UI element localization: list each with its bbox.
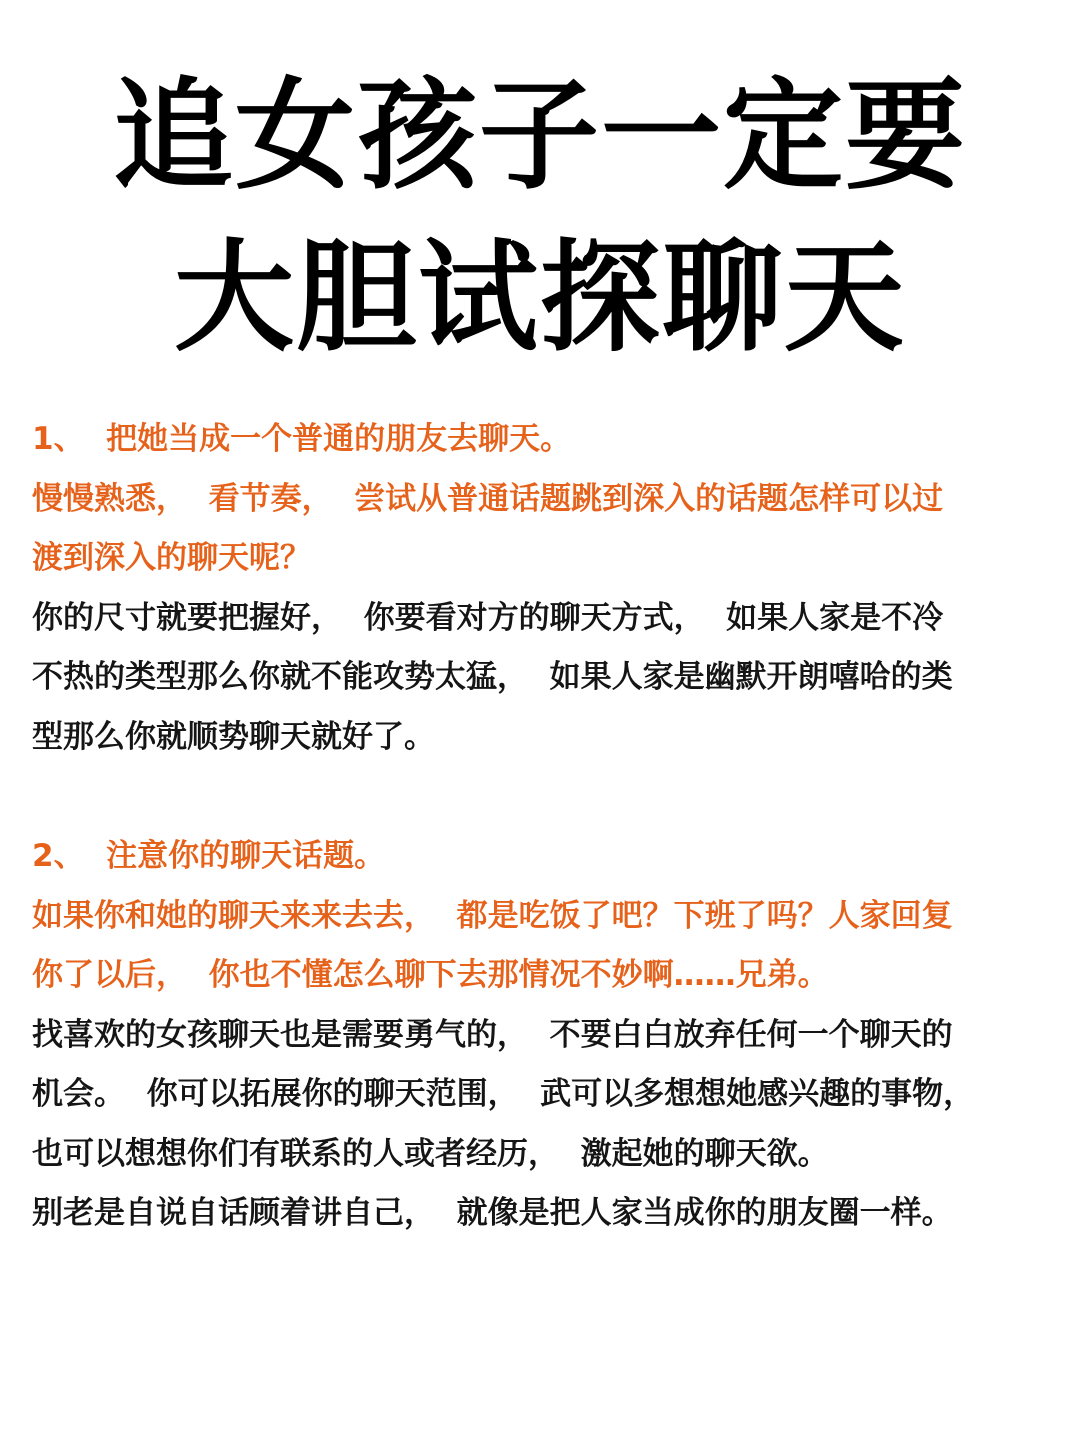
section-2-highlight-line: 你了以后， 你也不懂怎么聊下去那情况不妙啊……兄弟。 <box>32 957 829 993</box>
section-2-body-line: 别老是自说自话顾着讲自己， 就像是把人家当成你的朋友圈一样。 <box>32 1195 953 1231</box>
section-1-highlight-line: 慢慢熟悉， 看节奏， 尝试从普通话题跳到深入的话题怎样可以过 <box>32 480 944 517</box>
section-2-body-line: 也可以想想你们有联系的人或者经历， 激起她的聊天欲。 <box>32 1135 829 1172</box>
section-2-heading: 2、 注意你的聊天话题。 <box>32 838 386 874</box>
section-2-body-line: 机会。 你可以拓展你的聊天范围， 武可以多想想她感兴趣的事物， <box>32 1076 975 1112</box>
title-line-1: 追女孩子一定要 <box>113 67 967 206</box>
article-content <box>32 410 1052 1244</box>
section-2-body-line: 找喜欢的女孩聊天也是需要勇气的， 不要白白放弃任何一个聊天的 <box>32 1016 953 1053</box>
section-1-heading: 1、 把她当成一个普通的朋友去聊天。 <box>32 421 572 457</box>
section-1-body-line: 你的尺寸就要把握好， 你要看对方的聊天方式， 如果人家是不冷 <box>32 599 944 636</box>
section-spacer <box>32 767 1052 827</box>
title-line-2: 大胆试探聊天 <box>174 229 906 368</box>
section-1-body-line: 不热的类型那么你就不能攻势太猛， 如果人家是幽默开朗嘻哈的类 <box>32 659 953 695</box>
section-1-highlight-line: 渡到深入的聊天呢？ <box>32 540 311 576</box>
section-1-body-line: 型那么你就顺势聊天就好了。 <box>32 718 435 755</box>
section-2-highlight-line: 如果你和她的聊天来来去去， 都是吃饭了吧？下班了吗？人家回复 <box>32 897 953 934</box>
section-2 <box>32 827 1052 1244</box>
section-1 <box>32 410 1052 767</box>
